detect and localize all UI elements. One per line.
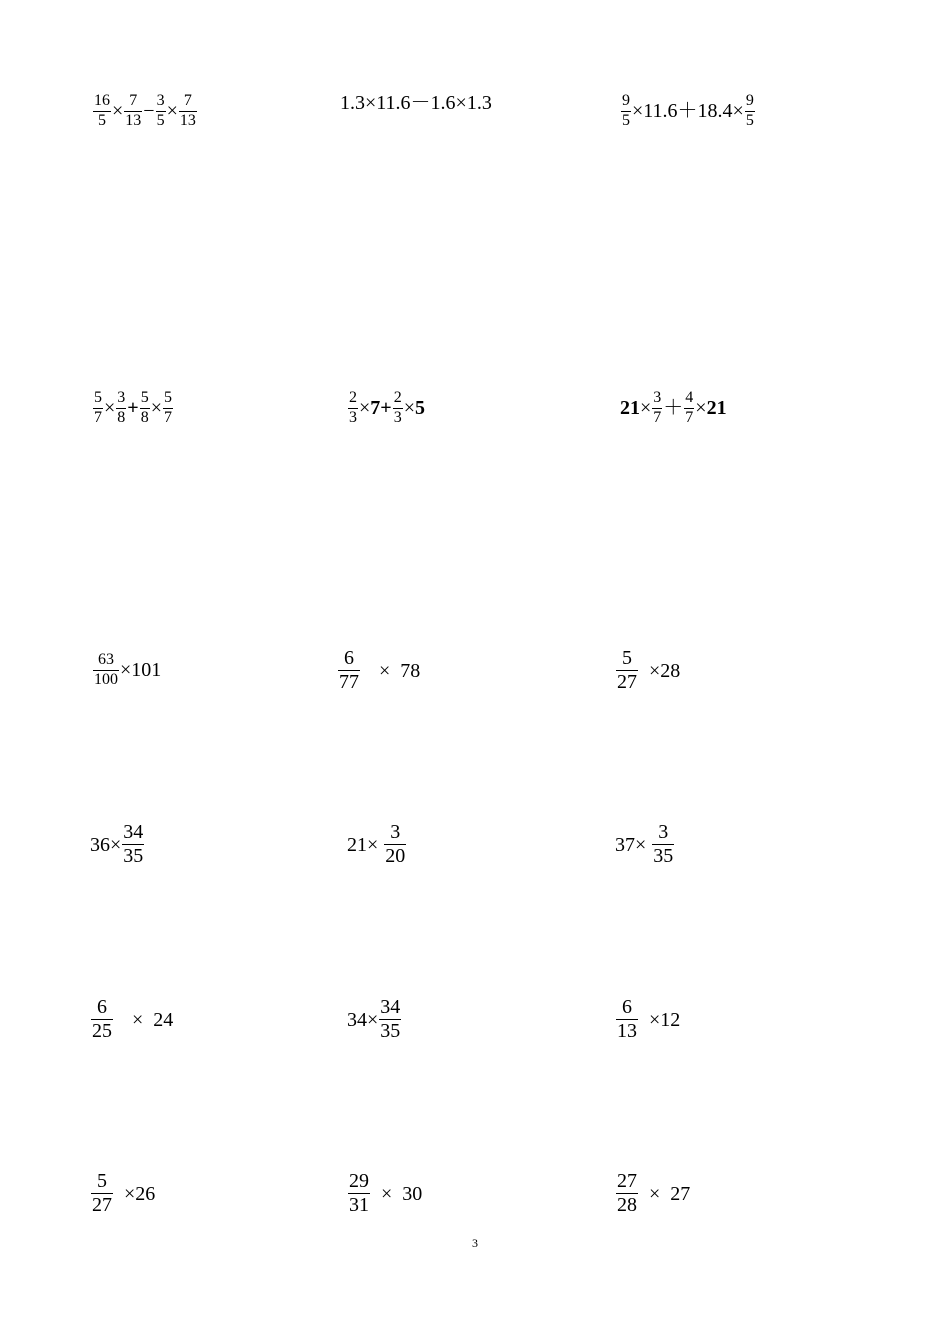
numerator: 5 (94, 389, 102, 406)
expression-text: ×11.6＋18.4× (632, 100, 744, 123)
fraction (616, 997, 638, 1042)
expression-text: × 27 (649, 1182, 691, 1205)
expression-r5c1 (90, 997, 173, 1042)
expression-text: 1.3×11.6－1.6×1.3 (340, 92, 492, 114)
denominator: 5 (745, 111, 754, 129)
denominator: 5 (156, 111, 165, 129)
fraction (384, 822, 406, 867)
expression-r6c3 (615, 1171, 690, 1216)
expression-r2c3 (620, 390, 727, 427)
fraction (338, 648, 360, 693)
expression-r2c2 (347, 390, 425, 427)
numerator: 7 (183, 92, 192, 109)
numerator: 2 (349, 389, 357, 406)
expression-text: 37× (615, 833, 652, 856)
numerator: 6 (344, 647, 354, 669)
expression-text: − (143, 100, 155, 123)
expression-r4c3 (615, 822, 675, 867)
denominator: 35 (380, 1020, 401, 1042)
numerator: 5 (163, 389, 172, 406)
fraction (91, 997, 113, 1042)
numerator: 29 (349, 1170, 369, 1192)
fraction (348, 1171, 370, 1216)
numerator: 3 (156, 92, 165, 109)
numerator: 34 (123, 821, 144, 843)
expression-text: × (104, 397, 116, 420)
denominator: 25 (92, 1020, 112, 1042)
denominator: 35 (123, 845, 144, 867)
fraction (379, 997, 401, 1042)
expression-text: 5 (414, 397, 425, 420)
expression-text: × 30 (381, 1182, 423, 1205)
expression-text: 34× (347, 1008, 379, 1031)
expression-text: ×28 (649, 659, 681, 682)
fraction (93, 652, 119, 689)
denominator: 100 (94, 670, 118, 688)
numerator: 16 (94, 92, 110, 109)
denominator: 28 (617, 1194, 637, 1216)
denominator: 13 (179, 111, 196, 129)
numerator: 5 (97, 1170, 107, 1192)
expression-text: 36× (90, 833, 122, 856)
numerator: 2 (393, 389, 402, 406)
numerator: 5 (622, 647, 632, 669)
numerator: 27 (617, 1170, 637, 1192)
expression-text: ＋ (663, 397, 684, 420)
fraction (348, 390, 358, 427)
numerator: 9 (745, 92, 754, 109)
fraction (393, 390, 403, 427)
numerator: 6 (622, 996, 632, 1018)
fraction (745, 93, 755, 130)
fraction (91, 1171, 113, 1216)
fraction (179, 93, 197, 130)
denominator: 77 (339, 671, 359, 693)
denominator: 3 (393, 408, 402, 426)
numerator: 63 (98, 651, 114, 668)
fraction (93, 93, 111, 130)
denominator: 31 (349, 1194, 369, 1216)
expression-text: × 24 (132, 1008, 174, 1031)
fraction (116, 390, 126, 427)
expression-r1c3 (620, 93, 756, 130)
denominator: 7 (94, 408, 102, 426)
fraction (621, 93, 631, 130)
expression-text: × (359, 397, 371, 420)
expression-r3c3 (615, 648, 680, 693)
fraction (652, 390, 662, 427)
denominator: 27 (92, 1194, 112, 1216)
fraction (616, 648, 638, 693)
fraction (93, 390, 103, 427)
fraction (122, 822, 144, 867)
denominator: 7 (653, 408, 662, 426)
fraction (163, 390, 173, 427)
numerator: 34 (380, 996, 401, 1018)
numerator: 4 (685, 389, 694, 406)
denominator: 27 (617, 671, 637, 693)
expression-text: 21× (347, 833, 384, 856)
expression-text: × (640, 397, 652, 420)
expression-text: 21 (620, 397, 640, 420)
expression-text: × 78 (379, 659, 421, 682)
denominator: 7 (163, 408, 172, 426)
expression-r3c1 (92, 652, 161, 689)
expression-r4c2 (347, 822, 407, 867)
fraction (616, 1171, 638, 1216)
numerator: 3 (390, 821, 401, 843)
numerator: 5 (140, 389, 149, 406)
numerator: 3 (117, 389, 126, 406)
numerator: 3 (653, 389, 662, 406)
denominator: 8 (117, 408, 126, 426)
expression-text: ×12 (649, 1008, 681, 1031)
denominator: 20 (385, 845, 406, 867)
expression-r2c1 (92, 390, 174, 427)
denominator: 7 (685, 408, 694, 426)
denominator: 13 (617, 1020, 637, 1042)
expression-text: 21 (706, 397, 727, 420)
expression-text: × (403, 397, 415, 420)
expression-r1c2 (340, 93, 492, 113)
denominator: 5 (98, 111, 106, 129)
expression-r5c2 (347, 997, 402, 1042)
fraction (140, 390, 150, 427)
fraction (124, 93, 142, 130)
expression-r5c3 (615, 997, 680, 1042)
expression-text: × (150, 397, 162, 420)
expression-text: + (127, 397, 139, 420)
expression-r4c1 (90, 822, 145, 867)
numerator: 9 (622, 92, 630, 109)
page-number: 3 (472, 1236, 478, 1250)
expression-r3c2 (337, 648, 420, 693)
fraction (684, 390, 694, 427)
fraction (652, 822, 674, 867)
expression-text: 7+ (370, 397, 392, 420)
expression-text: × (112, 100, 124, 123)
denominator: 35 (653, 845, 674, 867)
denominator: 13 (125, 111, 142, 129)
denominator: 5 (622, 111, 630, 129)
expression-text: × (695, 397, 707, 420)
expression-text: ×26 (124, 1182, 156, 1205)
expression-r1c1 (92, 93, 198, 130)
numerator: 6 (97, 996, 107, 1018)
expression-text: ×101 (120, 659, 162, 682)
expression-r6c2 (347, 1171, 422, 1216)
denominator: 3 (349, 408, 357, 426)
numerator: 3 (658, 821, 669, 843)
expression-r6c1 (90, 1171, 155, 1216)
numerator: 7 (129, 92, 138, 109)
denominator: 8 (140, 408, 149, 426)
fraction (156, 93, 166, 130)
expression-text: × (166, 100, 178, 123)
